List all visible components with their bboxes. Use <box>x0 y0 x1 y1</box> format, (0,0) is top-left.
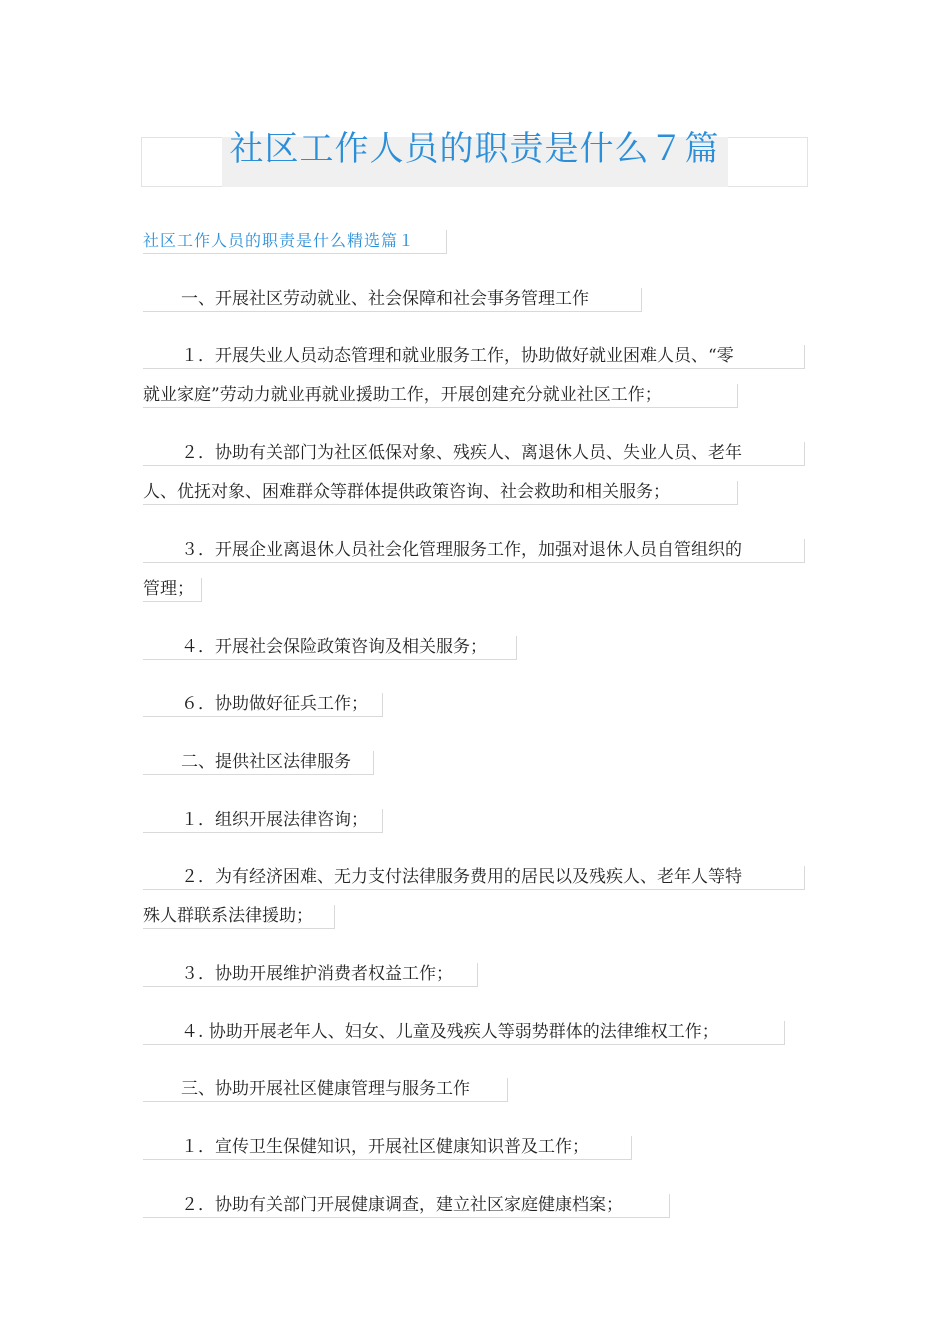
list-item: １．宣传卫生保健知识，开展社区健康知识普及工作； <box>181 1137 589 1157</box>
section-subtitle: 社区工作人员的职责是什么精选篇１ <box>143 231 416 250</box>
list-item-continuation: 人、优抚对象、困难群众等群体提供政策咨询、社会救助和相关服务； <box>143 482 670 502</box>
list-item: ４．开展社会保险政策咨询及相关服务； <box>181 637 487 657</box>
list-item: ２．为有经济困难、无力支付法律服务费用的居民以及残疾人、老年人等特 <box>181 867 742 887</box>
list-item: ２．协助有关部门为社区低保对象、残疾人、离退休人员、失业人员、老年 <box>181 443 742 463</box>
list-item: ６．协助做好征兵工作； <box>181 694 368 714</box>
list-item: ３．协助开展维护消费者权益工作； <box>181 964 453 984</box>
section-heading: 三、协助开展社区健康管理与服务工作 <box>181 1079 470 1099</box>
list-item-continuation: 管理； <box>143 579 194 599</box>
list-item-continuation: 就业家庭”劳动力就业再就业援助工作，开展创建充分就业社区工作； <box>143 385 662 405</box>
list-item: １．开展失业人员动态管理和就业服务工作，协助做好就业困难人员、“零 <box>181 346 734 366</box>
list-item: １．组织开展法律咨询； <box>181 810 368 830</box>
section-heading: 一、开展社区劳动就业、社会保障和社会事务管理工作 <box>181 289 589 309</box>
list-item: ３．开展企业离退休人员社会化管理服务工作，加强对退休人员自管组织的 <box>181 540 742 560</box>
list-item: ２．协助有关部门开展健康调查，建立社区家庭健康档案； <box>181 1195 623 1215</box>
section-heading: 二、提供社区法律服务 <box>181 752 351 772</box>
list-item-continuation: 殊人群联系法律援助； <box>143 906 313 926</box>
list-item: ４. 协助开展老年人、妇女、儿童及残疾人等弱势群体的法律维权工作； <box>181 1022 719 1042</box>
page-title: 社区工作人员的职责是什么７篇 <box>229 129 720 169</box>
